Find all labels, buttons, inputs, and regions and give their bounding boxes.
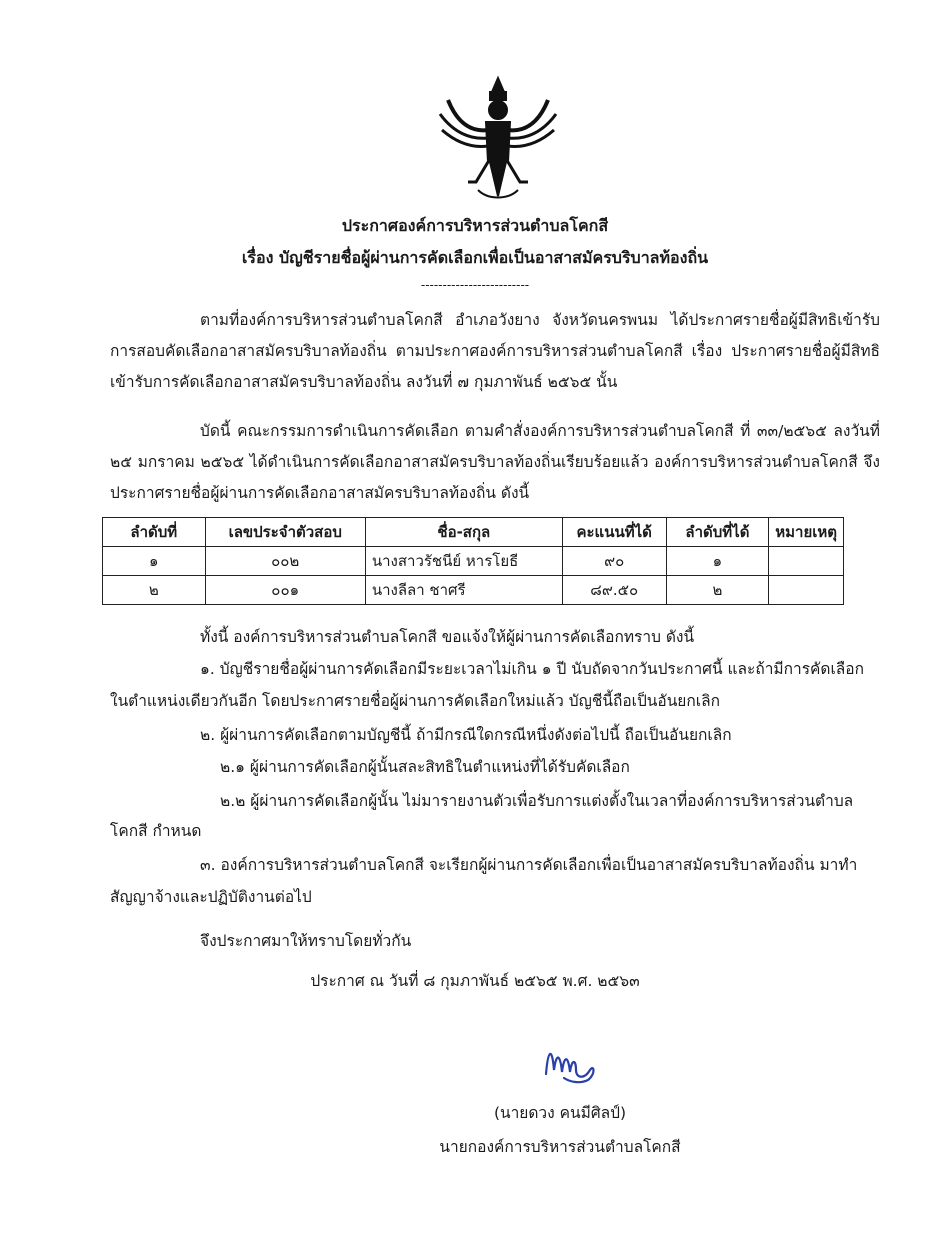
cell-note (769, 576, 844, 605)
title-separator: ------------------------- (420, 278, 530, 292)
cell-rank: ๑ (666, 547, 769, 576)
announcement-date: ประกาศ ณ วันที่ ๘ กุมภาพันธ์ ๒๕๖๕ พ.ศ. ๒๕๖๓ (310, 972, 640, 990)
handwritten-signature-icon (540, 1040, 600, 1086)
closing-statement: จึงประกาศมาให้ทราบโดยทั่วกัน (200, 932, 412, 950)
paragraph-2-text: บัดนี้ คณะกรรมการดำเนินการคัดเลือก ตามคำสั่งองค์การบริหารส่วนตำบลโคกสี ที่ ๓๓/๒๕๖๕ ลงวันที่ ๒๕ มกราคม ๒๕๖๕ ได้ดำเนินการคัดเลือกอาสาสมัครบริบาลท้องถิ่นเรียบร้อยแล้ว องค์การบริหารส่วนตำบลโคกสี จึงประกาศรายชื่อผู้ผ่านการคัดเลือกอาสาสมัครบริบาลท้องถิ่น ดังนี้ (110, 422, 880, 502)
garuda-emblem-icon (428, 70, 568, 210)
condition-1-line-2: ในตำแหน่งเดียวกันอีก โดยประกาศรายชื่อผู้ผ่านการคัดเลือกใหม่แล้ว บัญชีนี้ถือเป็นอันยกเลิก (110, 692, 720, 710)
page-subject: เรื่อง บัญชีรายชื่อผู้ผ่านการคัดเลือกเพื่อเป็นอาสาสมัครบริบาลท้องถิ่น (241, 248, 709, 267)
condition-2-2-line-2: โคกสี กำหนด (110, 822, 202, 840)
table-row (103, 576, 844, 605)
cell-order: ๒ (103, 576, 206, 605)
condition-2: ๒. ผู้ผ่านการคัดเลือกตามบัญชีนี้ ถ้ามีกรณีใดกรณีหนึ่งดังต่อไปนี้ ถือเป็นอันยกเลิก (200, 726, 732, 744)
condition-1-line-1: ๑. บัญชีรายชื่อผู้ผ่านการคัดเลือกมีระยะเวลาไม่เกิน ๑ ปี นับถัดจากวันประกาศนี้ และถ้ามีการคัดเลือก (200, 660, 864, 678)
cell-score: ๙๐ (562, 547, 666, 576)
cell-rank: ๒ (666, 576, 769, 605)
paragraph-2 (110, 416, 880, 509)
col-header-rank: ลำดับที่ได้ (666, 518, 769, 547)
cell-exam-id: ๐๐๑ (205, 576, 365, 605)
condition-3-line-1: ๓. องค์การบริหารส่วนตำบลโคกสี จะเรียกผู้ผ่านการคัดเลือกเพื่อเป็นอาสาสมัครบริบาลท้องถิ่น มาทำ (200, 856, 858, 874)
signer-position: นายกองค์การบริหารส่วนตำบลโคกสี (439, 1138, 681, 1156)
cell-note (769, 547, 844, 576)
condition-3-line-2: สัญญาจ้างและปฏิบัติงานต่อไป (110, 888, 312, 906)
cell-name: นางสาวรัชนีย์ หารโยธี (365, 547, 562, 576)
table-row (103, 547, 844, 576)
col-header-name: ชื่อ-สกุล (365, 518, 562, 547)
results-table (102, 517, 844, 605)
paragraph-1-text: ตามที่องค์การบริหารส่วนตำบลโคกสี อำเภอวังยาง จังหวัดนครพนม ได้ประกาศรายชื่อผู้มีสิทธิเข้ารับการสอบคัดเลือกอาสาสมัครบริบาลท้องถิ่น ตามประกาศองค์การบริหารส่วนตำบลโคกสี เรื่อง ประกาศรายชื่อผู้มีสิทธิเข้ารับการคัดเลือกอาสาสมัครบริบาลท้องถิ่น ลงวันที่ ๗ กุมภาพันธ์ ๒๕๖๕ นั้น (110, 311, 880, 391)
cell-name: นางลีลา ชาศรี (365, 576, 562, 605)
cell-order: ๑ (103, 547, 206, 576)
page-title: ประกาศองค์การบริหารส่วนตำบลโคกสี (341, 216, 609, 235)
table-header-row (103, 518, 844, 547)
conditions-intro: ทั้งนี้ องค์การบริหารส่วนตำบลโคกสี ขอแจ้งให้ผู้ผ่านการคัดเลือกทราบ ดังนี้ (200, 628, 695, 646)
condition-2-2-line-1: ๒.๒ ผู้ผ่านการคัดเลือกผู้นั้น ไม่มารายงานตัวเพื่อรับการแต่งตั้งในเวลาที่องค์การบริหารส่วนตำบล (220, 792, 854, 810)
cell-exam-id: ๐๐๒ (205, 547, 365, 576)
col-header-note: หมายเหตุ (769, 518, 844, 547)
col-header-score: คะแนนที่ได้ (562, 518, 666, 547)
paragraph-1 (110, 305, 880, 398)
col-header-exam-id: เลขประจำตัวสอบ (205, 518, 365, 547)
signer-name: (นายดวง คนมีศิลป์) (493, 1104, 627, 1122)
condition-2-1: ๒.๑ ผู้ผ่านการคัดเลือกผู้นั้นสละสิทธิในตำแหน่งที่ได้รับคัดเลือก (220, 758, 630, 776)
cell-score: ๘๙.๕๐ (562, 576, 666, 605)
col-header-order: ลำดับที่ (103, 518, 206, 547)
